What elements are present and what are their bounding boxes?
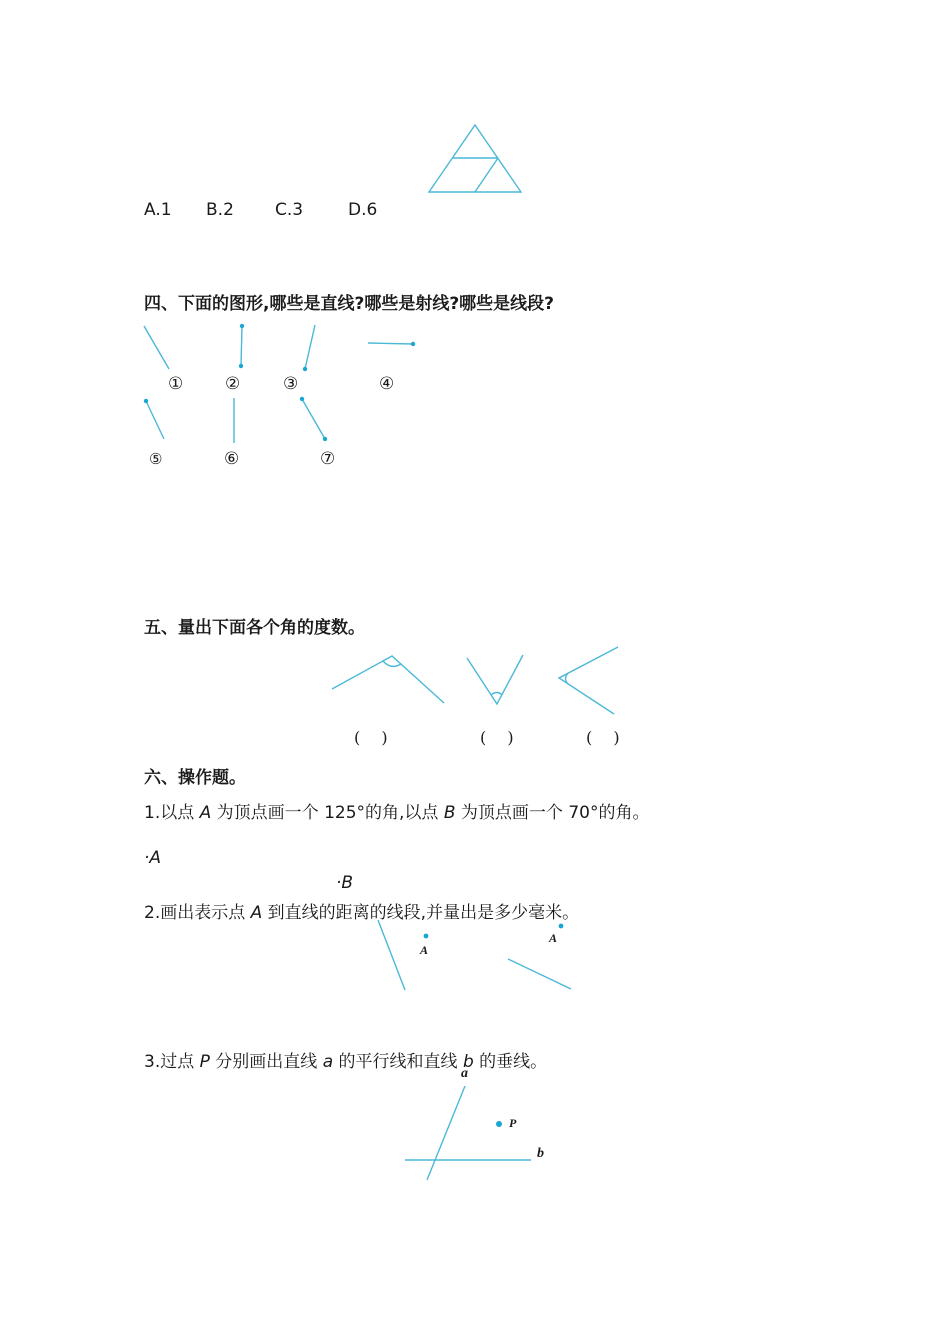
figure-2-endpoint bbox=[240, 324, 244, 328]
figure-7-endpoint bbox=[300, 397, 304, 401]
figure-2-endpoint bbox=[239, 364, 243, 368]
line-a-label: a bbox=[461, 1066, 468, 1081]
figure-3-ray bbox=[305, 325, 315, 369]
figure-7-label: ⑦ bbox=[320, 449, 336, 469]
distance-figure bbox=[370, 915, 590, 997]
figure-2-segment bbox=[241, 326, 242, 366]
task-3-text bbox=[144, 1047, 547, 1072]
option-a: A.1 bbox=[144, 200, 172, 220]
angle-2-answer-blank[interactable]: ( ) bbox=[480, 728, 514, 747]
task-3-text-part: 的垂线。 bbox=[473, 1052, 548, 1072]
option-b: B.2 bbox=[206, 200, 234, 220]
angle-1 bbox=[332, 656, 444, 703]
angle-2 bbox=[467, 655, 523, 704]
task-3-var-p: P bbox=[199, 1052, 210, 1072]
angle-2-arc bbox=[491, 693, 502, 696]
line-b-label: b bbox=[537, 1146, 544, 1161]
figure-1-line bbox=[144, 326, 169, 369]
question-5-title: 五、量出下面各个角的度数。 bbox=[144, 618, 365, 638]
task-1-var-b: B bbox=[443, 803, 456, 823]
figure-2-label: ② bbox=[225, 374, 241, 394]
task-2-point-a-1 bbox=[424, 934, 429, 939]
point-b-label: ·B bbox=[336, 873, 354, 893]
figure-5-endpoint bbox=[144, 399, 148, 403]
figure-6-label: ⑥ bbox=[224, 449, 240, 469]
figure-1-label: ① bbox=[168, 374, 184, 394]
angles-figure bbox=[325, 640, 625, 710]
figure-4-label: ④ bbox=[379, 374, 395, 394]
point-p bbox=[496, 1121, 502, 1127]
figure-7-endpoint bbox=[323, 437, 327, 441]
angle-3 bbox=[559, 647, 618, 714]
figure-3-endpoint bbox=[303, 367, 307, 371]
task-1-text bbox=[144, 798, 649, 823]
task-1-text-part: 为顶点画一个 70°的角。 bbox=[455, 803, 650, 823]
figure-5-ray bbox=[146, 401, 164, 439]
task-2-line-2 bbox=[508, 959, 571, 989]
task-3-var-a: a bbox=[322, 1052, 334, 1072]
task-1-var-a: A bbox=[199, 803, 212, 823]
option-c: C.3 bbox=[275, 200, 304, 220]
task-3-var-b: b bbox=[462, 1052, 474, 1072]
task-2-label-a-2: A bbox=[549, 931, 558, 945]
question-6-title: 六、操作题。 bbox=[144, 768, 246, 788]
task-1-text-part: 为顶点画一个 125°的角,以点 bbox=[211, 803, 444, 823]
triangle-diagonal bbox=[475, 158, 498, 192]
figure-7-segment bbox=[302, 399, 325, 439]
task-3-text-part: 的平行线和直线 bbox=[333, 1052, 463, 1072]
question-4-title: 四、下面的图形,哪些是直线?哪些是射线?哪些是线段? bbox=[144, 294, 555, 314]
figure-4-ray bbox=[368, 343, 413, 344]
point-p-label: P bbox=[509, 1116, 517, 1130]
figure-3-label: ③ bbox=[283, 374, 299, 394]
task-3-text-part: 分别画出直线 bbox=[209, 1052, 323, 1072]
option-d: D.6 bbox=[348, 200, 378, 220]
task-2-text-part: 到直线的距离的线段,并量出是多少毫米。 bbox=[262, 903, 580, 923]
parallel-perpendicular-figure bbox=[400, 1078, 540, 1188]
task-2-label-a-1: A bbox=[420, 943, 429, 957]
line-a bbox=[427, 1086, 465, 1180]
task-3-text-part: 3.过点 bbox=[144, 1052, 200, 1072]
task-2-line-1 bbox=[378, 920, 405, 990]
figure-4-endpoint bbox=[411, 342, 415, 346]
point-a-label: ·A bbox=[144, 848, 162, 868]
task-1-text-part: 1.以点 bbox=[144, 803, 200, 823]
angle-3-answer-blank[interactable]: ( ) bbox=[586, 728, 620, 747]
figure-5-label: ⑤ bbox=[149, 450, 163, 468]
task-2-text-part: 2.画出表示点 bbox=[144, 903, 251, 923]
task-2-var-a: A bbox=[250, 903, 263, 923]
angle-1-answer-blank[interactable]: ( ) bbox=[354, 728, 388, 747]
triangle-figure bbox=[420, 118, 530, 200]
task-2-point-a-2 bbox=[559, 924, 564, 929]
